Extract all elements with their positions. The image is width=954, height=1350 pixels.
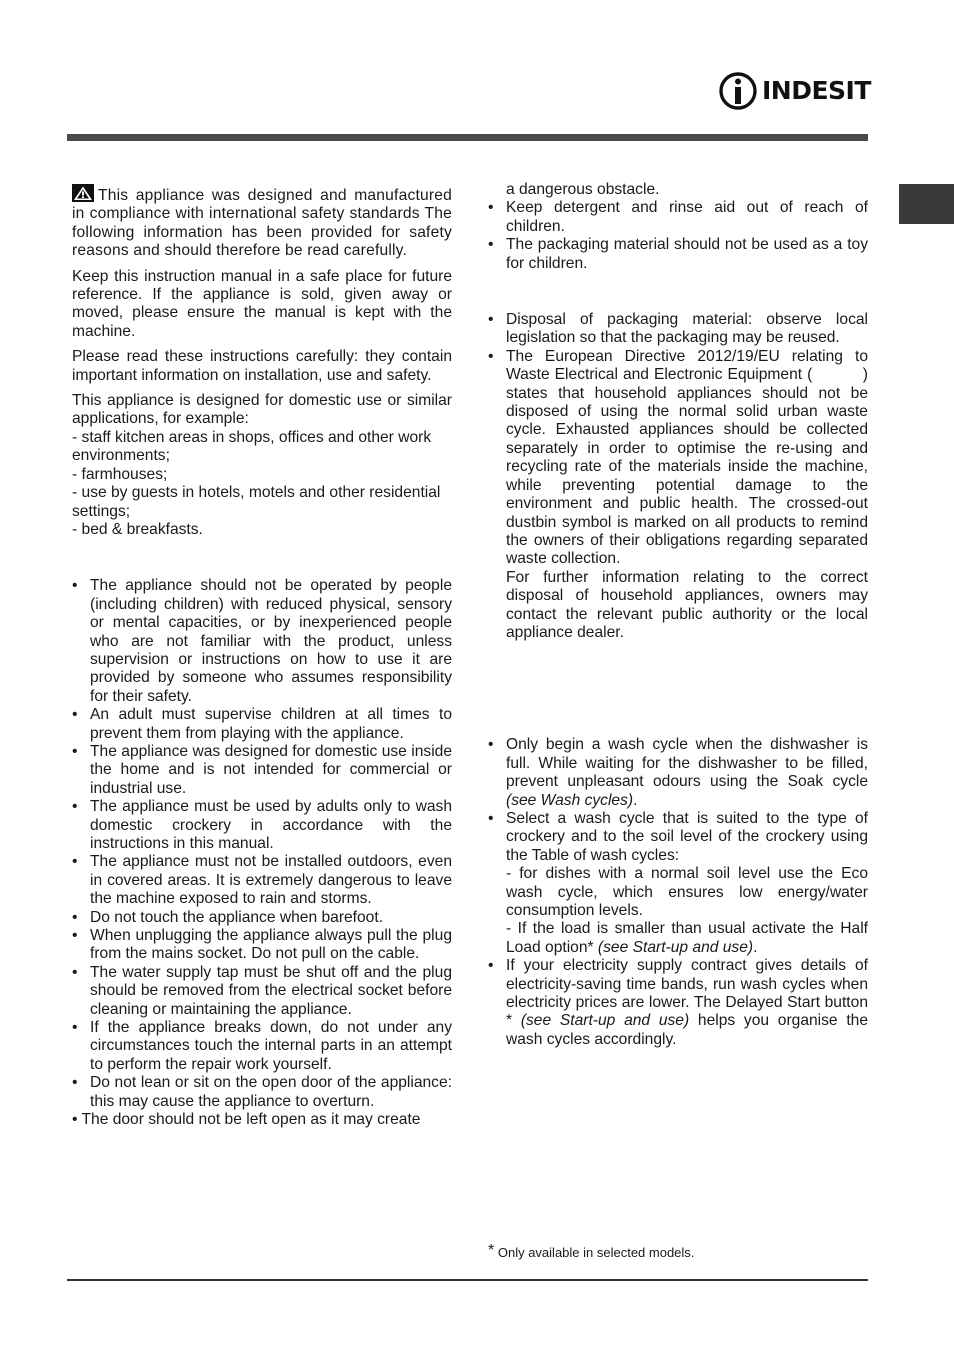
list-item: • Select a wash cycle that is suited to the type of crockery and to the soil level of the crockery using the Table of wash cycles: - for dishes with a normal soil level use the Eco wash cycle, which ensures low energy/water consumption levels. - If the load is smaller than usual activate the Half Load option* (see Start-up and use). [488,809,868,956]
header-rule [67,134,868,141]
disposal-list [488,311,873,569]
indesit-i-logo-icon [718,70,758,112]
energy-saving-list [488,736,868,1049]
read-instructions-paragraph: Please read these instructions carefully: they contain important information on installation, use and safety. [72,348,452,384]
intro-text: This appliance was designed and manufactured in compliance with international safety standards The following information has been provided for safety reasons and should therefore be read carefully. [72,187,452,260]
list-item: • The appliance was designed for domestic use inside the home and is not intended for commercial or industrial use. [72,742,452,797]
domestic-use-lead: This appliance is designed for domestic use or similar applications, for example: [72,392,452,428]
list-item: • Disposal of packaging material: observe local legislation so that the packaging may be reused. [488,311,868,347]
door-warning-continued: a dangerous obstacle. [506,181,660,198]
warning-triangle-icon [72,184,94,202]
list-item: • An adult must supervise children at all times to prevent them from playing with the appliance. [72,706,452,742]
footnote [488,1242,694,1260]
domestic-use-item: - staff kitchen areas in shops, offices and other work environments; [72,428,432,465]
list-item: • Do not touch the appliance when barefoot. [72,908,384,926]
language-tab [899,184,954,224]
brand-name: INDESIT [762,76,871,105]
domestic-use-item: - use by guests in hotels, motels and other residential settings; [72,484,441,520]
domestic-use-block [72,392,452,539]
list-item: • The appliance must not be installed outdoors, even in covered areas. It is extremely dangerous to leave the machine exposed to rain and storms. [72,853,452,908]
footnote-star: * [488,1242,495,1259]
footer-rule [67,1279,868,1281]
intro-paragraph [72,184,452,261]
footnote-text: Only available in selected models. [497,1245,695,1260]
list-item: • If your electricity supply contract gives details of electricity-saving time bands, run wash cycles when electricity prices are lower. The Delayed Start button * (see Start-up and use) helps you organise the wash cycles accordingly. [488,957,869,1048]
brand-logo [718,70,870,114]
disposal-more-info: For further information relating to the correct disposal of household appliances, owners may contact the relevant public authority or the local appliance dealer. [506,568,868,641]
list-item: • The appliance must be used by adults only to wash domestic crockery in accordance with the instructions in this manual. [72,798,452,852]
cross-reference: (see Wash cycles) [506,791,634,809]
list-item: • Do not lean or sit on the open door of the appliance: this may cause the appliance to overturn. [72,1074,452,1110]
right-column [488,181,873,1049]
list-item: • The packaging material should not be used as a toy for children. [488,236,868,272]
cross-reference: (see Start-up and use) [520,1012,690,1030]
domestic-use-item: - bed & breakfasts. [72,520,203,538]
door-warning-start: • The door should not be left open as it may create [72,1111,421,1129]
list-item: • The appliance should not be operated by people (including children) with reduced physical, sensory or mental capacities, or by inexperienced people who are not familiar with the product, unless supervision or instructions on how to use it are provided by someone who assumes responsibility for their safety. [72,577,452,705]
safety-list [72,577,452,1111]
list-item: • If the appliance breaks down, do not under any circumstances touch the internal parts in an attempt to perform the repair work yourself. [72,1019,452,1073]
child-safety-list [488,199,868,273]
left-column [72,184,452,1130]
cross-reference: (see Start-up and use) [597,938,754,956]
keep-manual-paragraph: Keep this instruction manual in a safe place for future reference. If the appliance is sold, given away or moved, please ensure the manual is kept with the machine. [72,267,452,340]
list-item: • The water supply tap must be shut off and the plug should be removed from the electrical socket before cleaning or maintaining the appliance. [72,963,452,1018]
list-item: • Only begin a wash cycle when the dishwasher is full. While waiting for the dishwasher to be filled, prevent unpleasant odours using the Soak cycle (see Wash cycles). [488,736,868,809]
list-item: • When unplugging the appliance always pull the plug from the mains socket. Do not pull on the cable. [72,927,452,963]
domestic-use-item: - farmhouses; [72,465,168,483]
list-item: • Keep detergent and rinse aid out of reach of children. [488,199,868,235]
list-item: • The European Directive 2012/19/EU relating to Waste Electrical and Electronic Equipment ( ) states that household appliances should not be disposed of using the normal solid urban waste cycle. Exhausted appliances should be collected separately in order to optimise the re-using and recycling rate of the materials inside the machine, while preventing potential damage to the environment and public health. The crossed-out dustbin symbol is marked on all products to remind the owners of their obligations regarding separated waste collection. [488,347,873,568]
